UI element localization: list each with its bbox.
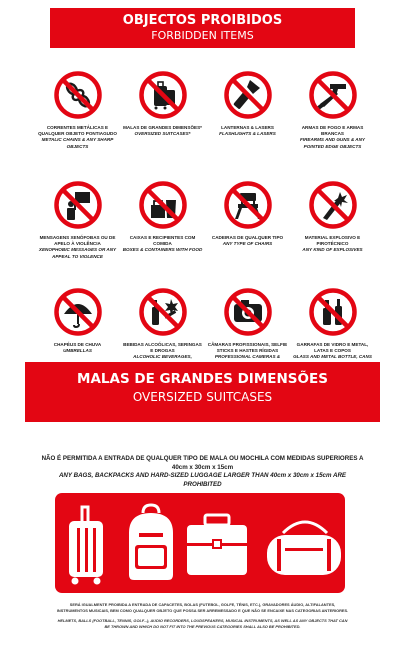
item-label-pt: MENSAGENS XENÓFOBAS OU DE APELO À VIOLÊNCIA — [39, 235, 116, 247]
luggage-size-notice — [40, 455, 365, 490]
luggage-icons — [55, 493, 345, 593]
footnote-pt: SERÁ IGUALMENTE PROIBIDA A ENTRADA DE CAPACETES, BOLAS (FUTEBOL, GOLFE, TÉNIS, ETC.), GRAVADORES ÁUDIO, ALTIFALANTES, INSTRUMENTOS MUSICAIS, BEM COMO QUALQUER OBJETO QUE POSSA SER ARREMESSADO E QUE NÃO SE ENCAIXE NAS CATEGORIAS ANTERIORES. — [56, 602, 349, 613]
protest-sign-icon — [53, 180, 103, 230]
oversized-suitcases-banner — [25, 362, 380, 422]
item-label-pt: LANTERNAS & LASERS — [221, 125, 274, 130]
banner-title-pt: MALAS DE GRANDES DIMENSÕES — [77, 371, 328, 387]
item-chains — [35, 70, 120, 180]
banner-title-en: FORBIDDEN ITEMS — [151, 29, 254, 42]
item-label-en: FIREARMS AND GUNS & ANY POINTED EDGE OBJECTS — [300, 137, 365, 149]
item-label-pt: GARRAFAS DE VIDRO E METAL, LATAS E COPOS — [296, 342, 369, 354]
item-label-en: XENOPHOBIC MESSAGES OR ANY APPEAL TO VIOLENCE — [38, 247, 117, 259]
umbrella-icon — [53, 287, 103, 337]
item-label-pt: CAIXAS E RECIPIENTES COM COMIDA — [129, 235, 196, 247]
additional-prohibited-items-note — [55, 602, 350, 629]
item-label-pt: CÂMARAS PROFISSIONAIS, SELFIE STICKS E HASTES RÍGIDAS — [207, 342, 288, 354]
item-label-pt: ARMAS DE FOGO E ARMAS BRANCAS — [301, 125, 364, 137]
gun-knife-icon — [308, 70, 358, 120]
item-label-en: PROFESSIONAL CAMERAS & — [214, 354, 281, 360]
item-label-pt: CORRENTES METÁLICAS E QUALQUER OBJETO PONTIAGUDO — [38, 125, 117, 137]
item-label-en: BOXES & CONTAINERS WITH FOOD — [122, 247, 203, 253]
item-label-pt: BEBIDAS ALCOÓLICAS, SERINGAS E DROGAS — [123, 342, 202, 354]
item-label-en: ANY TYPE OF CHAIRS — [222, 241, 273, 247]
firework-icon — [308, 180, 358, 230]
item-label-en: ALCOHOLIC BEVERAGES, — [133, 354, 192, 360]
item-weapons — [290, 70, 375, 180]
item-chairs — [205, 180, 290, 287]
glass-bottle-icon — [308, 287, 358, 337]
rolling-suitcase-icon — [69, 507, 103, 585]
forbidden-items-banner — [50, 8, 355, 48]
chain-icon — [53, 70, 103, 120]
suitcase-icon — [138, 70, 188, 120]
notice-text-en: ANY BAGS, BACKPACKS AND HARD-SIZED LUGGAGE LARGER THAN 40cm x 30cm x 15cm ARE PROHIBITED — [58, 472, 347, 489]
chair-icon — [223, 180, 273, 230]
forbidden-items-grid — [35, 70, 375, 385]
item-oversized-suitcase — [120, 70, 205, 180]
item-explosives — [290, 180, 375, 287]
item-label-en: OVERSIZED SUITCASES* — [134, 131, 191, 137]
flashlight-icon — [223, 70, 273, 120]
backpack-icon — [129, 505, 173, 580]
item-label-pt: MATERIAL EXPLOSIVO E PIROTÉCNICO — [304, 235, 361, 247]
item-flashlights — [205, 70, 290, 180]
item-label-pt: CADEIRAS DE QUALQUER TIPO — [211, 235, 284, 240]
duffel-bag-icon — [267, 522, 341, 575]
banner-title-en: OVERSIZED SUITCASES — [132, 389, 273, 404]
item-food-containers — [120, 180, 205, 287]
footnote-en: HELMETS, BALLS (FOOTBALL, TENNIS, GOLF...), AUDIO RECORDERS, LOUDSPEAKERS, MUSICAL INSTRUMENTS, AS WELL AS ANY OBJECTS THAT CAN BE THROWN AND WHICH DO NOT FIT INTO THE PREVIOUS CATEGORIES SHALL ALSO BE PROHIBITED. — [57, 617, 348, 629]
notice-text-pt: NÃO É PERMITIDA A ENTRADA DE QUALQUER TIPO DE MALA OU MOCHILA COM MEDIDAS SUPERIORES A 40cm x 30cm x 15cm — [41, 455, 364, 471]
banner-title-pt: OBJECTOS PROIBIDOS — [122, 13, 283, 28]
briefcase-icon — [187, 515, 247, 575]
food-bag-icon — [138, 180, 188, 230]
bottle-syringe-icon — [138, 287, 188, 337]
camera-icon — [223, 287, 273, 337]
item-label-en: UMBRELLAS — [63, 348, 92, 354]
item-label-en: FLASHLIGHTS & LASERS — [219, 131, 276, 137]
item-label-en: METALIC CHAINS & ANY SHARP OBJECTS — [41, 137, 114, 149]
item-xenophobic-messages — [35, 180, 120, 287]
luggage-illustration — [55, 493, 345, 593]
item-label-en: GLASS AND METAL BOTTLE, CANS — [293, 354, 372, 360]
item-label-pt: CHAPÉUS DE CHUVA — [53, 342, 102, 347]
item-label-pt: MALAS DE GRANDES DIMENSÕES* — [123, 125, 202, 130]
item-label-en: ANY KIND OF EXPLOSIVES — [302, 247, 363, 253]
